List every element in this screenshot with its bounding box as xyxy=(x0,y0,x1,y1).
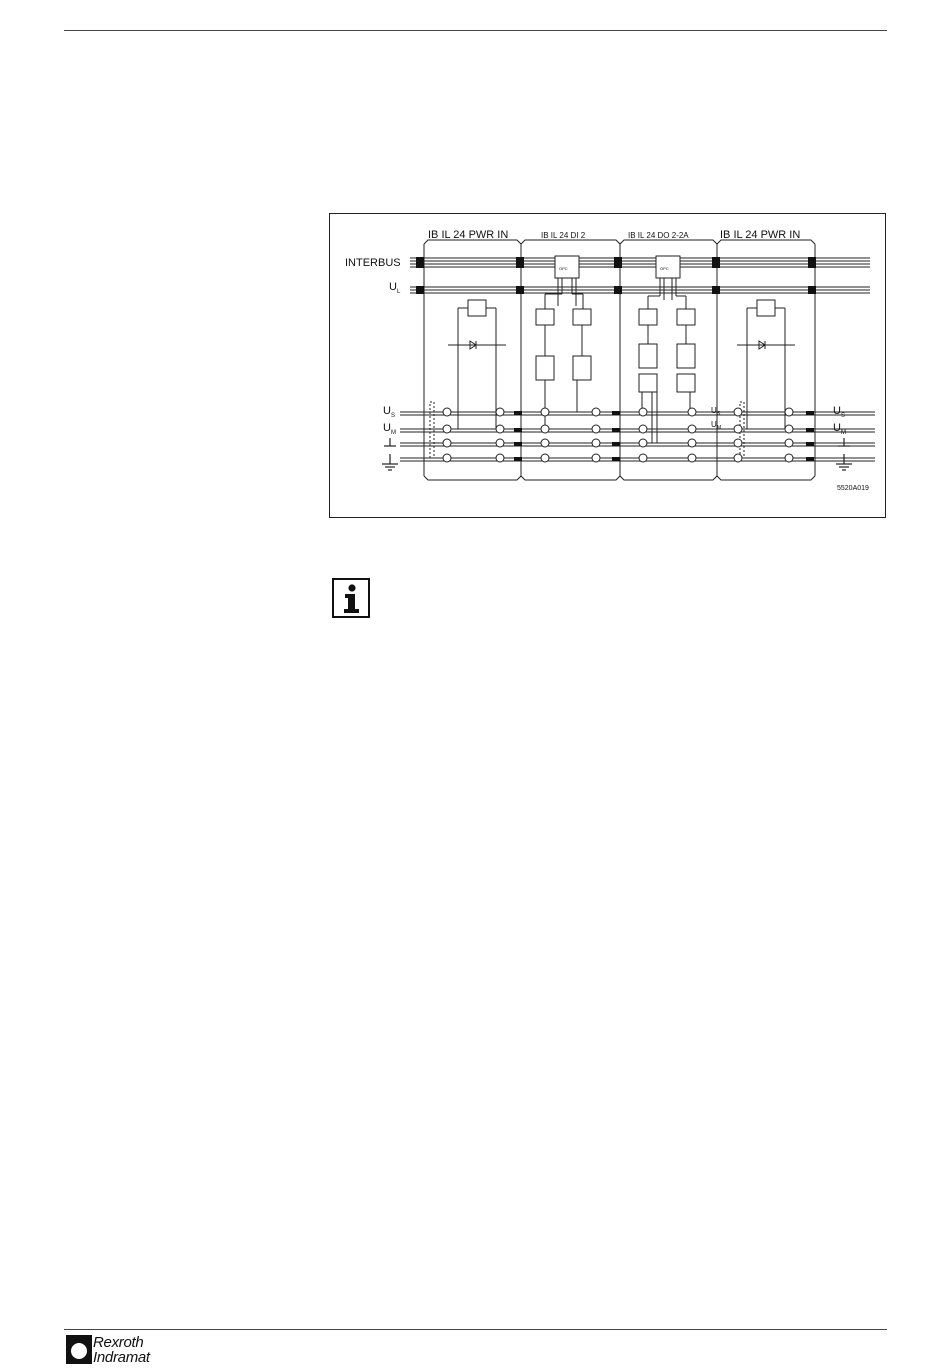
footer-rule xyxy=(64,1329,887,1330)
label-us-mid: U xyxy=(711,406,717,415)
label-interbus: INTERBUS xyxy=(345,257,401,269)
label-us-right: U xyxy=(833,405,841,417)
wiring-diagram-figure xyxy=(329,213,886,518)
opc-label-di2: OPC xyxy=(559,266,568,271)
label-us-sub-right: S xyxy=(841,413,846,419)
label-ul: U xyxy=(389,281,397,293)
module-label-pwr-in-left: IB IL 24 PWR IN xyxy=(428,229,509,241)
logo-mark-icon xyxy=(66,1335,92,1364)
label-um-sub-left: M xyxy=(391,430,396,436)
label-um-sub-mid: M xyxy=(717,425,722,431)
label-um-left: U xyxy=(383,422,391,434)
figure-id: 5520A019 xyxy=(837,485,869,492)
module-label-do2: IB IL 24 DO 2-2A xyxy=(628,231,689,240)
logo-text-indramat: Indramat xyxy=(93,1349,150,1366)
rexroth-indramat-logo xyxy=(66,1332,176,1366)
header-rule xyxy=(64,30,887,31)
label-ul-sub: L xyxy=(397,289,401,295)
label-us-sub-mid: S xyxy=(717,411,721,417)
label-us-sub-left: S xyxy=(391,413,396,419)
module-label-di2: IB IL 24 DI 2 xyxy=(541,231,586,240)
module-label-pwr-in-right: IB IL 24 PWR IN xyxy=(720,229,801,241)
logo-text-rexroth: Rexroth xyxy=(93,1334,144,1351)
label-us-left: U xyxy=(383,405,391,417)
opc-label-do2: OPC xyxy=(660,266,669,271)
wiring-diagram xyxy=(330,214,887,519)
label-um-right: U xyxy=(833,422,841,434)
label-um-mid: U xyxy=(711,420,717,429)
label-um-sub-right: M xyxy=(841,430,846,436)
info-icon xyxy=(332,578,370,618)
